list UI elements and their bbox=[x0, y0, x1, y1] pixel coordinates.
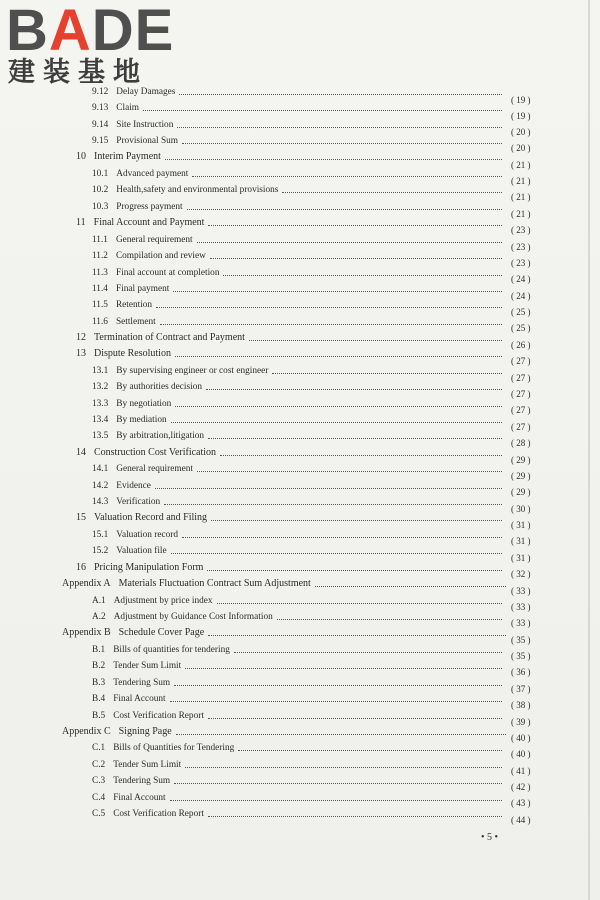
toc-entry-page: ( 27 ) bbox=[511, 356, 531, 366]
toc-entry bbox=[92, 773, 506, 787]
toc-entry-title: Compilation and review bbox=[115, 251, 206, 261]
toc-entry-title: By supervising engineer or cost engineer bbox=[116, 366, 269, 376]
dot-leader bbox=[208, 438, 502, 439]
toc-entry-page: ( 40 ) bbox=[511, 733, 531, 743]
toc-entry-page: ( 37 ) bbox=[511, 684, 531, 694]
dot-leader bbox=[208, 225, 502, 226]
toc-entry-number: 11.6 bbox=[92, 317, 108, 327]
dot-leader bbox=[175, 356, 502, 357]
dot-leader bbox=[282, 192, 502, 193]
dot-leader bbox=[315, 586, 506, 587]
toc-entry-number: 13.5 bbox=[92, 431, 109, 441]
dot-leader bbox=[165, 159, 502, 160]
toc-entry bbox=[92, 428, 506, 442]
toc-entry-page: ( 30 ) bbox=[511, 504, 531, 514]
toc-entry-number: 11.4 bbox=[92, 284, 108, 294]
toc-entry bbox=[92, 281, 506, 295]
toc-entry-number: B.3 bbox=[92, 678, 106, 688]
dot-leader bbox=[173, 291, 502, 292]
toc-entry-page: ( 21 ) bbox=[511, 176, 531, 186]
toc-entry bbox=[92, 314, 506, 328]
toc-entry-page: ( 31 ) bbox=[511, 520, 531, 530]
toc-entry-page: ( 35 ) bbox=[511, 635, 531, 645]
toc-entry-number: 11.2 bbox=[92, 251, 108, 261]
toc-entry-title: Health,safety and environmental provisions bbox=[116, 185, 279, 195]
toc-entry-number: 10.3 bbox=[92, 202, 109, 212]
toc-entry-title: Valuation Record and Filing bbox=[94, 512, 208, 523]
toc-entry-number: 15 bbox=[76, 512, 86, 523]
toc-entry-page: ( 23 ) bbox=[511, 258, 531, 268]
toc-entry-title: Final Account bbox=[113, 694, 166, 704]
toc-entry-page: ( 27 ) bbox=[511, 389, 531, 399]
dot-leader bbox=[272, 373, 502, 374]
dot-leader bbox=[197, 471, 502, 472]
toc-entry-number: 14.2 bbox=[92, 481, 109, 491]
dot-leader bbox=[197, 242, 502, 243]
toc-entry bbox=[92, 757, 506, 771]
dot-leader bbox=[155, 488, 502, 489]
toc-entry-page: ( 28 ) bbox=[511, 438, 531, 448]
toc-entry bbox=[92, 199, 506, 213]
toc-entry-page: ( 27 ) bbox=[511, 373, 531, 383]
toc-entry bbox=[62, 625, 510, 639]
toc-entry-page: ( 21 ) bbox=[511, 209, 531, 219]
toc-entry-number: 9.15 bbox=[92, 136, 109, 146]
dot-leader bbox=[220, 455, 502, 456]
dot-leader bbox=[164, 504, 502, 505]
dot-leader bbox=[208, 816, 502, 817]
toc-entry-title: General requirement bbox=[115, 235, 193, 245]
toc-entry bbox=[92, 740, 506, 754]
dot-leader bbox=[192, 176, 502, 177]
toc-entry-number: A.2 bbox=[92, 612, 106, 622]
toc-entry bbox=[92, 297, 506, 311]
dot-leader bbox=[182, 143, 502, 144]
toc-entry-number: A.1 bbox=[92, 596, 106, 606]
dot-leader bbox=[207, 570, 502, 571]
toc-entry bbox=[92, 166, 506, 180]
toc-entry-title: Adjustment by price index bbox=[113, 596, 213, 606]
toc-entry-number: 11.1 bbox=[92, 235, 108, 245]
toc-entry-page: ( 19 ) bbox=[511, 111, 531, 121]
toc-entry-page: ( 29 ) bbox=[511, 487, 531, 497]
toc-entry bbox=[92, 527, 506, 541]
toc-entry-number: 14.3 bbox=[92, 497, 109, 507]
toc-entry-title: By negotiation bbox=[116, 399, 172, 409]
toc-entry-title: Termination of Contract and Payment bbox=[94, 332, 245, 343]
toc-entry-number: C.2 bbox=[92, 760, 106, 770]
toc-entry-number: B.1 bbox=[92, 645, 106, 655]
toc-entry-title: Progress payment bbox=[116, 202, 183, 212]
toc-entry-page: ( 40 ) bbox=[511, 749, 531, 759]
toc-entry-number: 12 bbox=[76, 332, 86, 343]
toc-entry-title: Bills of quantities for tendering bbox=[113, 645, 230, 655]
toc-entry-number: 9.12 bbox=[92, 87, 109, 97]
dot-leader bbox=[171, 422, 502, 423]
toc-entry-title: Valuation record bbox=[116, 530, 178, 540]
dot-leader bbox=[249, 340, 502, 341]
dot-leader bbox=[208, 718, 502, 719]
logo-chinese-text: 建装基地 bbox=[8, 57, 148, 88]
toc-entry-title: Verification bbox=[116, 497, 161, 507]
toc-entry-page: ( 23 ) bbox=[511, 225, 531, 235]
toc-entry-number: 13.2 bbox=[92, 382, 109, 392]
toc-entry-title: By arbitration,litigation bbox=[116, 431, 205, 441]
toc-entry-title: Claim bbox=[116, 103, 140, 113]
toc-entry bbox=[92, 265, 506, 279]
toc-entry-title: Tender Sum Limit bbox=[113, 760, 182, 770]
toc-entry-title: Dispute Resolution bbox=[94, 348, 171, 359]
toc-entry-page: ( 31 ) bbox=[511, 536, 531, 546]
toc-entry bbox=[92, 412, 506, 426]
toc-entry bbox=[92, 100, 506, 114]
dot-leader bbox=[175, 406, 502, 407]
toc-entry bbox=[92, 379, 506, 393]
toc-entry-number: B.4 bbox=[92, 694, 106, 704]
toc-entry bbox=[92, 396, 506, 410]
toc-entry bbox=[76, 215, 506, 229]
dot-leader bbox=[177, 127, 502, 128]
toc-entry bbox=[92, 658, 506, 672]
dot-leader bbox=[217, 603, 502, 604]
toc-entry bbox=[76, 445, 506, 459]
toc-entry-number: 10.1 bbox=[92, 169, 109, 179]
toc-entry bbox=[92, 133, 506, 147]
toc-entry-title: Materials Fluctuation Contract Sum Adjustment bbox=[118, 578, 311, 589]
toc-entry-number: 10 bbox=[76, 151, 86, 162]
toc-entry-page: ( 24 ) bbox=[511, 291, 531, 301]
toc-entry-title: Delay Damages bbox=[116, 87, 176, 97]
toc-entry-page: ( 33 ) bbox=[511, 586, 531, 596]
toc-entry-number: 13.3 bbox=[92, 399, 109, 409]
dot-leader bbox=[277, 619, 502, 620]
toc-entry bbox=[62, 576, 510, 590]
dot-leader bbox=[179, 94, 502, 95]
toc-entry-number: C.1 bbox=[92, 743, 106, 753]
toc-entry-page: ( 24 ) bbox=[511, 274, 531, 284]
toc-entry bbox=[92, 708, 506, 722]
toc-entry-number: 11 bbox=[76, 217, 86, 228]
toc-entry bbox=[92, 248, 506, 262]
toc-entry-title: Interim Payment bbox=[94, 151, 161, 162]
toc-entry-title: Final Account and Payment bbox=[93, 217, 205, 228]
toc-entry-title: Tendering Sum bbox=[113, 678, 171, 688]
toc-entry-page: ( 38 ) bbox=[511, 700, 531, 710]
toc-entry-title: Final payment bbox=[115, 284, 170, 294]
toc-entry-title: Signing Page bbox=[118, 726, 172, 737]
toc-entry-title: General requirement bbox=[116, 464, 193, 474]
toc-entry-title: Cost Verification Report bbox=[113, 711, 204, 721]
dot-leader bbox=[182, 537, 502, 538]
toc-entry-title: Tendering Sum bbox=[113, 776, 171, 786]
dot-leader bbox=[210, 258, 502, 259]
toc-entry-number: 14.1 bbox=[92, 464, 109, 474]
toc-entry-number: 9.14 bbox=[92, 120, 109, 130]
toc-entry-page: ( 44 ) bbox=[511, 815, 531, 825]
toc-entry-page: ( 20 ) bbox=[511, 143, 531, 153]
toc-entry-number: 15.1 bbox=[92, 530, 109, 540]
toc-entry-title: By authorities decision bbox=[116, 382, 203, 392]
toc-entry-page: ( 36 ) bbox=[511, 667, 531, 677]
dot-leader bbox=[211, 520, 502, 521]
toc-entry bbox=[92, 117, 506, 131]
toc-entry-title: Settlement bbox=[115, 317, 156, 327]
toc-entry bbox=[92, 543, 506, 557]
dot-leader bbox=[176, 734, 506, 735]
toc-entry-title: By mediation bbox=[116, 415, 167, 425]
toc-entry-number: 13.4 bbox=[92, 415, 109, 425]
toc-entry-page: ( 21 ) bbox=[511, 192, 531, 202]
dot-leader bbox=[170, 800, 502, 801]
toc-entry-page: ( 33 ) bbox=[511, 602, 531, 612]
toc-entry-page: ( 25 ) bbox=[511, 323, 531, 333]
toc-entry-number: 16 bbox=[76, 562, 86, 573]
toc-entry bbox=[92, 675, 506, 689]
toc-entry-number: Appendix B bbox=[62, 627, 111, 638]
toc-entry-title: Advanced payment bbox=[116, 169, 189, 179]
toc-entry-page: ( 29 ) bbox=[511, 471, 531, 481]
dot-leader bbox=[206, 389, 502, 390]
toc-entry-page: ( 43 ) bbox=[511, 798, 531, 808]
toc-entry-number: 13.1 bbox=[92, 366, 109, 376]
dot-leader bbox=[234, 652, 502, 653]
toc-entry-number: 11.3 bbox=[92, 268, 108, 278]
dot-leader bbox=[160, 324, 502, 325]
toc-entry-page: ( 27 ) bbox=[511, 405, 531, 415]
toc-entry bbox=[76, 149, 506, 163]
toc-entry bbox=[92, 790, 506, 804]
bade-logo bbox=[6, 2, 174, 88]
toc-entry-page: ( 20 ) bbox=[511, 127, 531, 137]
toc-entry-number: Appendix A bbox=[62, 578, 111, 589]
toc-entry-number: 10.2 bbox=[92, 185, 109, 195]
toc-entry-page: ( 33 ) bbox=[511, 618, 531, 628]
toc-entry-number: B.5 bbox=[92, 711, 106, 721]
toc-entry-title: Final Account bbox=[113, 793, 166, 803]
toc-entry-number: 14 bbox=[76, 447, 86, 458]
toc-entry-title: Valuation file bbox=[116, 546, 167, 556]
toc-entry-page: ( 32 ) bbox=[511, 569, 531, 579]
toc-entry-page: ( 35 ) bbox=[511, 651, 531, 661]
toc-entry-title: Retention bbox=[115, 300, 153, 310]
toc-entry-page: ( 41 ) bbox=[511, 766, 531, 776]
toc-entry bbox=[76, 560, 506, 574]
dot-leader bbox=[143, 110, 502, 111]
toc-entry-page: ( 31 ) bbox=[511, 553, 531, 563]
toc-entry-page: ( 19 ) bbox=[511, 95, 531, 105]
dot-leader bbox=[174, 685, 502, 686]
toc-entry-page: ( 39 ) bbox=[511, 717, 531, 727]
toc-entry-number: C.5 bbox=[92, 809, 106, 819]
toc-entry-number: C.4 bbox=[92, 793, 106, 803]
dot-leader bbox=[238, 750, 502, 751]
toc-entry-title: Cost Verification Report bbox=[113, 809, 204, 819]
logo-wordmark: BADE bbox=[6, 0, 175, 63]
toc-entry-page: ( 23 ) bbox=[511, 242, 531, 252]
toc-entry bbox=[92, 691, 506, 705]
toc-entry bbox=[92, 182, 506, 196]
toc-entry-title: Bills of Quantities for Tendering bbox=[113, 743, 235, 753]
dot-leader bbox=[223, 275, 502, 276]
toc-entry-number: 11.5 bbox=[92, 300, 108, 310]
toc-entry-title: Tender Sum Limit bbox=[113, 661, 182, 671]
toc-entry bbox=[92, 806, 506, 820]
toc-entry bbox=[92, 593, 506, 607]
toc-entry-title: Pricing Manipulation Form bbox=[94, 562, 204, 573]
dot-leader bbox=[174, 783, 502, 784]
dot-leader bbox=[185, 767, 502, 768]
toc-entry-page: ( 21 ) bbox=[511, 160, 531, 170]
toc-entry-number: 13 bbox=[76, 348, 86, 359]
dot-leader bbox=[185, 668, 502, 669]
toc-entry bbox=[92, 363, 506, 377]
toc-entry-title: Schedule Cover Page bbox=[118, 627, 205, 638]
toc-entry-page: ( 26 ) bbox=[511, 340, 531, 350]
toc-entry-title: Provisional Sum bbox=[116, 136, 179, 146]
toc-entry-title: Evidence bbox=[116, 481, 151, 491]
toc-entry bbox=[92, 609, 506, 623]
toc-entry-page: ( 25 ) bbox=[511, 307, 531, 317]
toc-entry-page: ( 29 ) bbox=[511, 455, 531, 465]
page-number: • 5 • bbox=[481, 832, 499, 843]
toc-entry-page: ( 27 ) bbox=[511, 422, 531, 432]
toc-entry bbox=[92, 232, 506, 246]
toc-entry-number: 9.13 bbox=[92, 103, 109, 113]
dot-leader bbox=[156, 307, 502, 308]
toc-entry-title: Site Instruction bbox=[116, 120, 174, 130]
toc-entry-title: Final account at completion bbox=[115, 268, 220, 278]
toc-entry-page: ( 42 ) bbox=[511, 782, 531, 792]
toc-entry bbox=[92, 494, 506, 508]
dot-leader bbox=[170, 701, 502, 702]
toc-entry-number: Appendix C bbox=[62, 726, 111, 737]
toc-entry bbox=[76, 346, 506, 360]
toc-entry-number: C.3 bbox=[92, 776, 106, 786]
dot-leader bbox=[171, 553, 502, 554]
toc-entry-number: B.2 bbox=[92, 661, 106, 671]
toc-entry bbox=[76, 510, 506, 524]
toc-entry bbox=[92, 478, 506, 492]
dot-leader bbox=[208, 635, 506, 636]
toc-entry bbox=[76, 330, 506, 344]
toc-entry-title: Adjustment by Guidance Cost Information bbox=[113, 612, 273, 622]
toc-entry bbox=[92, 461, 506, 475]
toc-entry bbox=[62, 724, 510, 738]
toc-entry-title: Construction Cost Verification bbox=[94, 447, 217, 458]
toc-entry bbox=[92, 642, 506, 656]
dot-leader bbox=[187, 209, 502, 210]
toc-entry-number: 15.2 bbox=[92, 546, 109, 556]
